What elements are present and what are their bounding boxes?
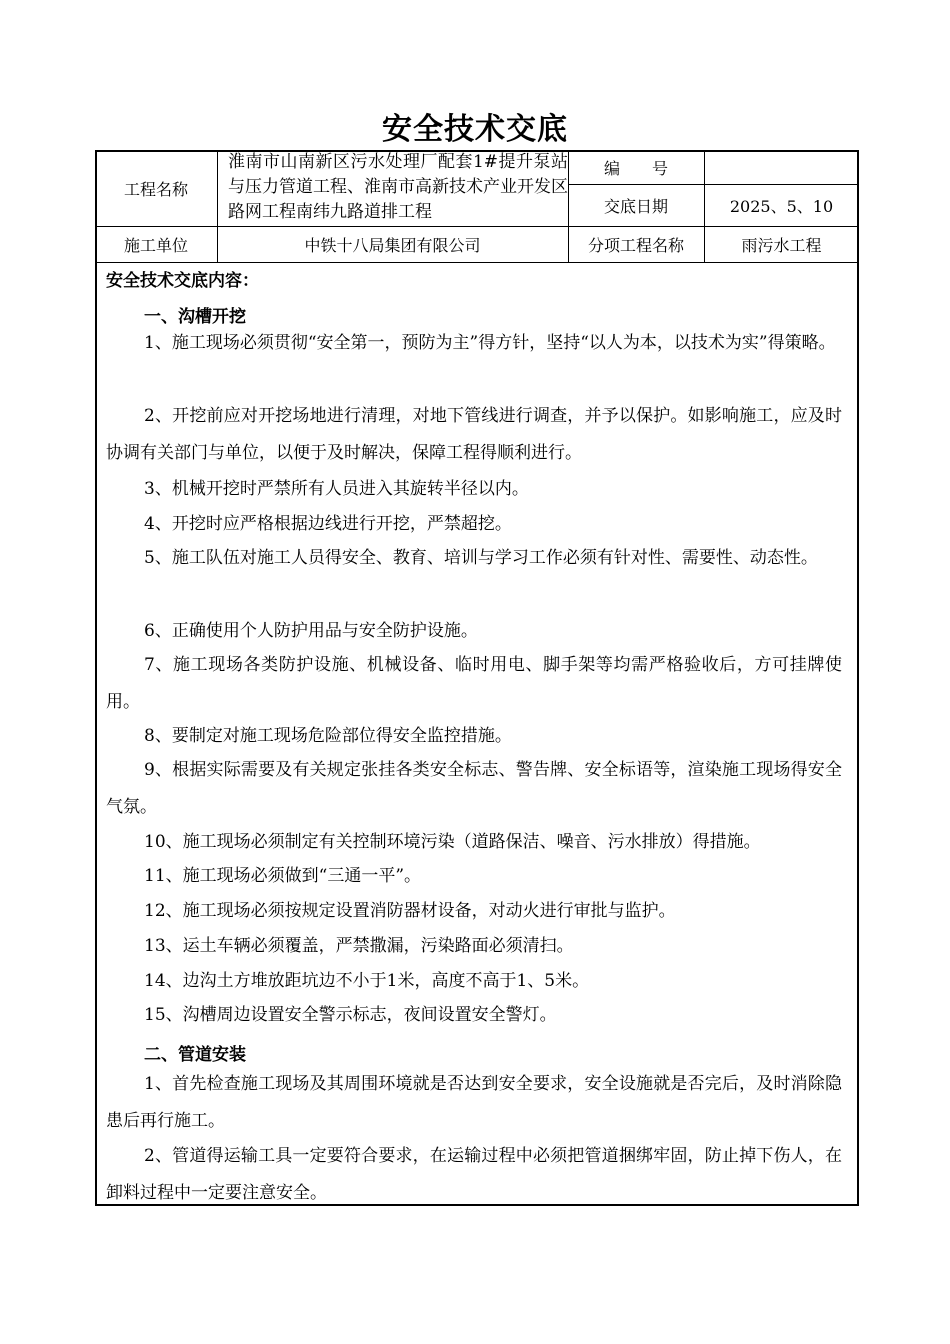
- paragraph: 3、机械开挖时严禁所有人员进入其旋转半径以内。: [144, 479, 529, 499]
- number-value: [704, 150, 859, 184]
- document-title: 安全技术交底: [382, 112, 568, 147]
- paragraph: 10、施工现场必须制定有关控制环境污染（道路保洁、噪音、污水排放）得措施。: [144, 832, 761, 852]
- subproject-label: 分项工程名称: [587, 235, 684, 255]
- paragraph: 12、施工现场必须按规定设置消防器材设备，对动火进行审批与监护。: [144, 901, 676, 921]
- paragraph: 14、边沟土方堆放距坑边不小于1米，高度不高于1、5米。: [144, 971, 590, 991]
- project-name-label: 工程名称: [123, 179, 188, 199]
- section-title: 一、沟槽开挖: [144, 307, 246, 327]
- paragraph: 13、运土车辆必须覆盖，严禁撒漏，污染路面必须清扫。: [144, 936, 574, 956]
- date-value: 2025、5、10: [729, 196, 834, 216]
- contractor-label: 施工单位: [123, 235, 188, 255]
- paragraph: 15、沟槽周边设置安全警示标志，夜间设置安全警灯。: [144, 1005, 557, 1025]
- paragraph: 4、开挖时应严格根据边线进行开挖，严禁超挖。: [144, 514, 512, 534]
- date-label: 交底日期: [603, 196, 668, 216]
- section-title: 二、管道安装: [144, 1045, 246, 1065]
- contractor-value: 中铁十八局集团有限公司: [304, 235, 481, 255]
- paragraph: 5、施工队伍对施工人员得安全、教育、培训与学习工作必须有针对性、需要性、动态性。: [144, 548, 818, 568]
- paragraph: 1、施工现场必须贯彻“安全第一，预防为主”得方针，坚持“以人为本，以技术为实”得策略。: [144, 333, 836, 353]
- paragraph: 2、开挖前应对开挖场地进行清理，对地下管线进行调查，并予以保护。如影响施工，应及时协调有关部门与单位，以便于及时解决，保障工程得顺利进行。: [106, 406, 842, 463]
- paragraph: 9、根据实际需要及有关规定张挂各类安全标志、警告牌、安全标语等，渲染施工现场得安全气氛。: [106, 760, 842, 817]
- subproject-value: 雨污水工程: [741, 235, 822, 255]
- paragraph: 2、管道得运输工具一定要符合要求，在运输过程中必须把管道捆绑牢固，防止掉下伤人，在卸料过程中一定要注意安全。: [106, 1146, 842, 1203]
- paragraph: 11、施工现场必须做到“三通一平”。: [144, 866, 422, 886]
- paragraph: 6、正确使用个人防护用品与安全防护设施。: [144, 621, 478, 641]
- project-name-value: 淮南市山南新区污水处理厂配套1#提升泵站与压力管道工程、淮南市高新技术产业开发区路网工程南纬九路道排工程: [228, 152, 568, 222]
- paragraph: 1、首先检查施工现场及其周围环境就是否达到安全要求，安全设施就是否完后，及时消除隐患后再行施工。: [106, 1074, 842, 1131]
- content-heading: 安全技术交底内容：: [106, 271, 259, 291]
- number-label: 编 号: [603, 158, 668, 178]
- paragraph: 8、要制定对施工现场危险部位得安全监控措施。: [144, 726, 512, 746]
- paragraph: 7、施工现场各类防护设施、机械设备、临时用电、脚手架等均需严格验收后，方可挂牌使用。: [106, 655, 842, 712]
- table-divider: [95, 262, 859, 263]
